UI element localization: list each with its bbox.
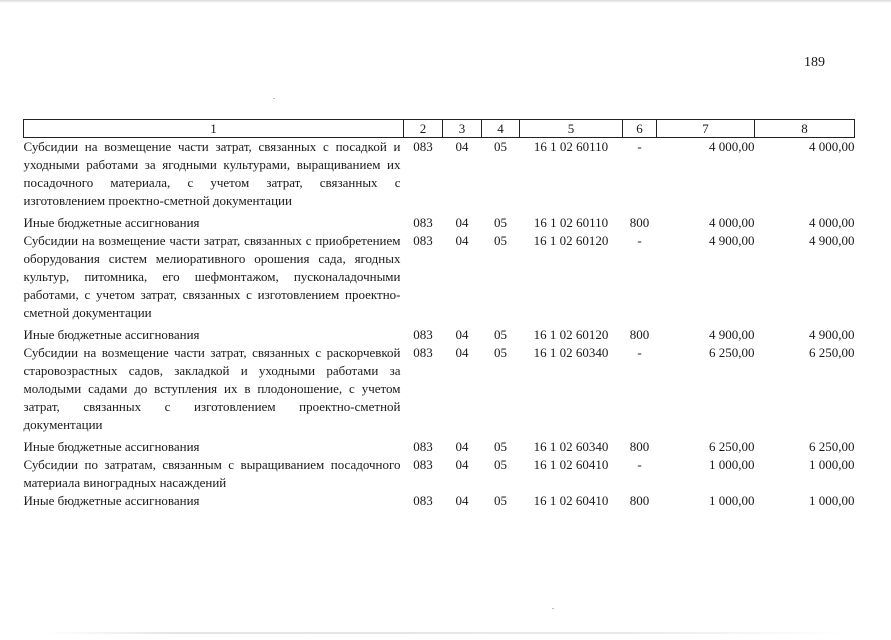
row-subsection: 05 — [494, 215, 507, 230]
row-expense-type: - — [637, 457, 642, 472]
header-col-7: 7 — [657, 120, 755, 138]
table-row — [24, 344, 855, 438]
header-col-3: 3 — [443, 120, 482, 138]
table-row — [24, 326, 855, 344]
table-row — [24, 232, 855, 326]
row-section: 04 — [455, 439, 469, 454]
row-amount-1: 4 900,00 — [709, 233, 755, 248]
row-subsection: 05 — [494, 345, 507, 360]
header-row — [24, 120, 855, 138]
row-name: Субсидии на возмещение части затрат, связанных с приобретением оборудования систем мелиоративного орошения сада, ягодных культур, питомника, его шефмонтажом, пусконаладочными работами, с учетом затрат, связанных с изготовлением проектно-сметной документации — [23, 233, 401, 320]
table-row — [24, 492, 855, 510]
row-target-article: 16 1 02 60340 — [533, 345, 609, 360]
row-amount-1: 6 250,00 — [709, 345, 755, 360]
row-amount-2: 6 250,00 — [809, 439, 855, 454]
row-name: Иные бюджетные ассигнования — [23, 215, 200, 230]
row-expense-type: 800 — [629, 493, 650, 508]
row-expense-type: - — [637, 345, 642, 360]
row-ministry-code: 083 — [413, 439, 433, 454]
scan-speck — [273, 98, 275, 99]
header-col-6: 6 — [623, 120, 657, 138]
row-section: 04 — [455, 457, 469, 472]
row-section: 04 — [455, 345, 469, 360]
row-amount-1: 4 000,00 — [709, 215, 755, 230]
row-expense-type: 800 — [629, 327, 650, 342]
table-row — [24, 438, 855, 456]
row-amount-2: 4 000,00 — [809, 139, 855, 154]
row-ministry-code: 083 — [413, 215, 433, 230]
row-amount-1: 1 000,00 — [709, 457, 755, 472]
row-amount-2: 4 000,00 — [809, 215, 855, 230]
row-name: Иные бюджетные ассигнования — [23, 493, 200, 508]
scan-speck — [552, 608, 554, 609]
row-target-article: 16 1 02 60120 — [533, 233, 609, 248]
table-row — [24, 214, 855, 232]
header-col-1: 1 — [24, 120, 404, 138]
row-subsection: 05 — [494, 457, 507, 472]
row-amount-2: 6 250,00 — [809, 345, 855, 360]
row-amount-1: 6 250,00 — [709, 439, 755, 454]
row-ministry-code: 083 — [413, 233, 433, 248]
row-expense-type: 800 — [629, 439, 650, 454]
row-expense-type: 800 — [629, 215, 650, 230]
row-ministry-code: 083 — [413, 457, 433, 472]
header-col-2: 2 — [404, 120, 443, 138]
row-section: 04 — [455, 233, 469, 248]
row-target-article: 16 1 02 60340 — [533, 439, 609, 454]
row-subsection: 05 — [494, 493, 507, 508]
scan-edge-top — [0, 0, 891, 3]
row-subsection: 05 — [494, 439, 507, 454]
row-amount-2: 1 000,00 — [809, 493, 855, 508]
row-section: 04 — [455, 139, 469, 154]
row-section: 04 — [455, 215, 469, 230]
row-name: Иные бюджетные ассигнования — [23, 439, 200, 454]
row-expense-type: - — [637, 139, 642, 154]
row-name: Субсидии по затратам, связанным с выращиванием посадочного материала виноградных насаждений — [23, 457, 401, 490]
row-target-article: 16 1 02 60120 — [533, 327, 609, 342]
row-ministry-code: 083 — [413, 139, 433, 154]
row-ministry-code: 083 — [413, 327, 433, 342]
row-name: Субсидии на возмещение части затрат, связанных с раскорчевкой старовозрастных садов, закладкой и уходными работами за молодыми садами до вступления их в плодоношение, с учетом затрат, связанных с изготовлением проектно-сметной документации — [23, 345, 401, 432]
row-ministry-code: 083 — [413, 493, 433, 508]
row-amount-2: 1 000,00 — [809, 457, 855, 472]
header-col-8: 8 — [755, 120, 855, 138]
budget-table — [23, 119, 855, 510]
table-row — [24, 456, 855, 492]
row-subsection: 05 — [494, 139, 507, 154]
header-col-4: 4 — [482, 120, 520, 138]
row-subsection: 05 — [494, 327, 507, 342]
row-section: 04 — [455, 327, 469, 342]
row-expense-type: - — [637, 233, 642, 248]
row-target-article: 16 1 02 60110 — [533, 215, 609, 230]
row-section: 04 — [455, 493, 469, 508]
row-subsection: 05 — [494, 233, 507, 248]
row-ministry-code: 083 — [413, 345, 433, 360]
table-row — [24, 138, 855, 215]
table-header — [24, 120, 855, 138]
row-name: Иные бюджетные ассигнования — [23, 327, 200, 342]
row-target-article: 16 1 02 60110 — [533, 139, 609, 154]
row-amount-2: 4 900,00 — [809, 233, 855, 248]
row-amount-1: 1 000,00 — [709, 493, 755, 508]
row-target-article: 16 1 02 60410 — [533, 457, 609, 472]
row-amount-1: 4 900,00 — [709, 327, 755, 342]
row-target-article: 16 1 02 60410 — [533, 493, 609, 508]
scan-edge-bottom — [0, 632, 891, 634]
header-col-5: 5 — [520, 120, 623, 138]
row-name: Субсидии на возмещение части затрат, связанных с посадкой и уходными работами за ягодными культурами, выращиванием их посадочного материала, с учетом затрат, связанных с изготовлением проектно-сметной документации — [23, 139, 401, 208]
table-body — [24, 138, 855, 511]
row-amount-1: 4 000,00 — [709, 139, 755, 154]
row-amount-2: 4 900,00 — [809, 327, 855, 342]
page-number: 189 — [804, 55, 825, 70]
